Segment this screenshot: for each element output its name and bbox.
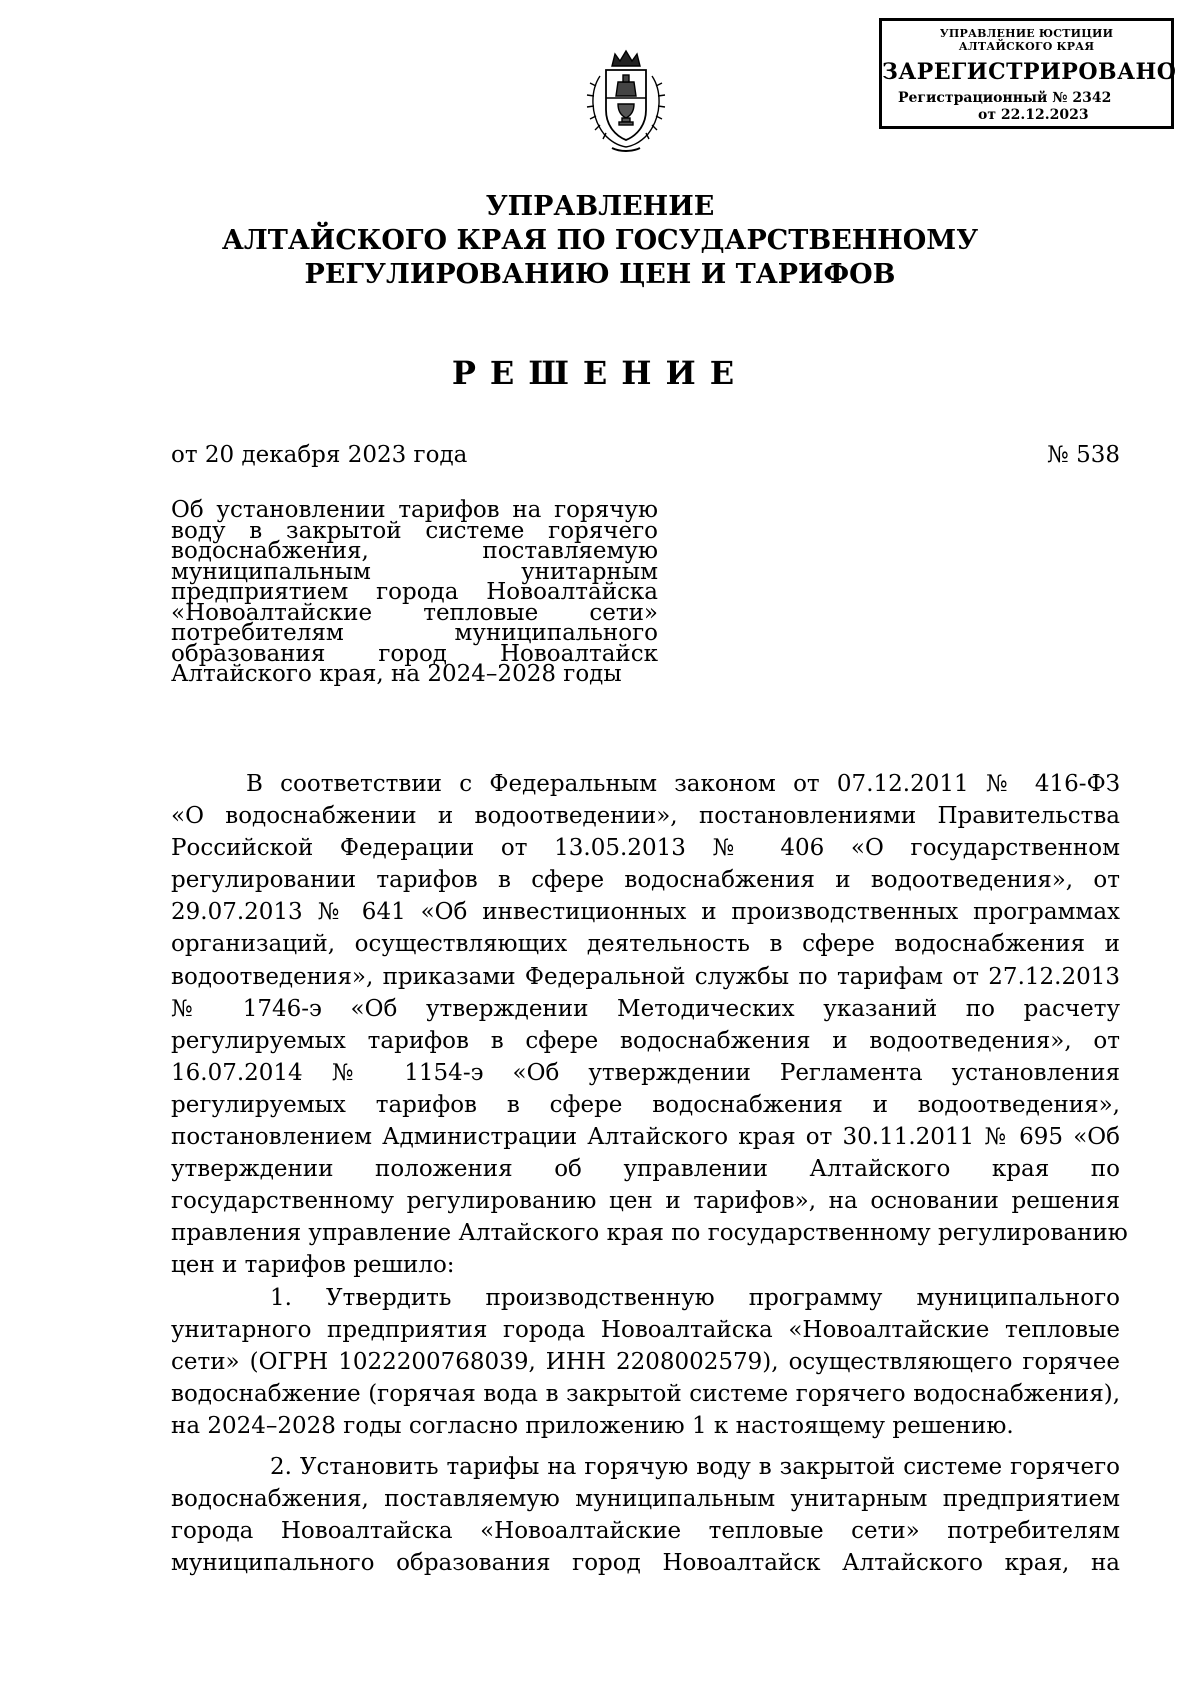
org-title-line: АЛТАЙСКОГО КРАЯ ПО ГОСУДАРСТВЕННОМУ [221,225,979,256]
preamble-line: Российской Федерации от 13.05.2013 № 406 «О государственном [171,835,1120,862]
organization-title [200,190,1000,292]
subject-line: Алтайского края, на 2024–2028 годы [171,661,622,687]
preamble-line: водоотведения», приказами Федеральной службы по тарифам от 27.12.2013 [171,963,1120,990]
item-2-line: муниципального образования город Новоалтайск Алтайского края, на [171,1550,1120,1577]
stamp-status: ЗАРЕГИСТРИРОВАНО [882,59,1177,85]
item-1-line: на 2024–2028 годы согласно приложению 1 к настоящему решению. [171,1412,1014,1439]
preamble-line: государственному регулированию цен и тарифов», на основании решения [171,1188,1120,1215]
subject-line: образования город Новоалтайск [171,640,658,667]
item-2-line: водоснабжения, поставляемую муниципальным унитарным предприятием [171,1486,1120,1513]
subject-line: предприятием города Новоалтайска [171,579,658,605]
preamble-line: В соответствии с Федеральным законом от 07.12.2011 № 416-ФЗ [246,771,1120,797]
subject-line: воду в закрытой системе горячего [171,517,658,544]
preamble-line: цен и тарифов решило: [171,1252,455,1279]
subject-line: «Новоалтайские тепловые сети» [171,599,658,626]
stamp-org-line-2: АЛТАЙСКОГО КРАЯ [958,40,1095,53]
preamble-line: регулируемых тарифов в сфере водоснабжения и водоотведения», [171,1091,1120,1118]
registration-stamp [879,18,1177,129]
preamble-line: № 1746-э «Об утверждении Методических указаний по расчету [171,995,1120,1022]
item-1-line: сети» (ОГРН 1022200768039, ИНН 2208002579), осуществляющего горячее [171,1348,1120,1375]
preamble-line: постановлением Администрации Алтайского края от 30.11.2011 № 695 «Об [171,1124,1120,1151]
item-1-line: 1. Утвердить производственную программу муниципального [270,1284,1120,1311]
org-title-line: УПРАВЛЕНИЕ [485,191,715,222]
subject-line: потребителям муниципального [171,620,658,646]
document-date: от 20 декабря 2023 года [171,442,468,468]
preamble-line: 16.07.2014 № 1154-э «Об утверждении Регламента установления [171,1059,1120,1086]
preamble-line: регулировании тарифов в сфере водоснабжения и водоотведения», от [171,867,1120,894]
subject-line: муниципальным унитарным [171,558,658,585]
document-type-heading: РЕШЕНИЕ [451,354,749,392]
stamp-reg-number: Регистрационный № 2342 [898,90,1112,106]
stamp-org-line-1: УПРАВЛЕНИЕ ЮСТИЦИИ [939,27,1114,40]
preamble-line: «О водоснабжении и водоотведении», постановлениями Правительства [171,803,1120,830]
preamble-line: организаций, осуществляющих деятельность в сфере водоснабжения и [171,931,1120,958]
preamble-line: 29.07.2013 № 641 «Об инвестиционных и производственных программах [171,899,1120,926]
preamble-line: утверждении положения об управлении Алтайского края по [171,1156,1120,1183]
stamp-date: от 22.12.2023 [978,107,1089,123]
document-subject [171,497,658,687]
document-number: № 538 [1047,442,1120,468]
item-2-line: города Новоалтайска «Новоалтайские тепловые сети» потребителям [171,1518,1120,1545]
org-title-line: РЕГУЛИРОВАНИЮ ЦЕН И ТАРИФОВ [304,259,896,290]
preamble-line: правления управление Алтайского края по государственному регулированию [171,1220,1128,1247]
coat-of-arms-icon [582,46,670,156]
item-2-line: 2. Установить тарифы на горячую воду в закрытой системе горячего [270,1453,1120,1480]
subject-line: Об установлении тарифов на горячую [171,497,658,523]
preamble-line: регулируемых тарифов в сфере водоснабжения и водоотведения», от [171,1027,1120,1054]
document-body [171,768,1128,1579]
item-1-line: водоснабжение (горячая вода в закрытой системе горячего водоснабжения), [171,1380,1120,1407]
item-1-line: унитарного предприятия города Новоалтайска «Новоалтайские тепловые [171,1316,1120,1343]
subject-line: водоснабжения, поставляемую [171,538,658,564]
